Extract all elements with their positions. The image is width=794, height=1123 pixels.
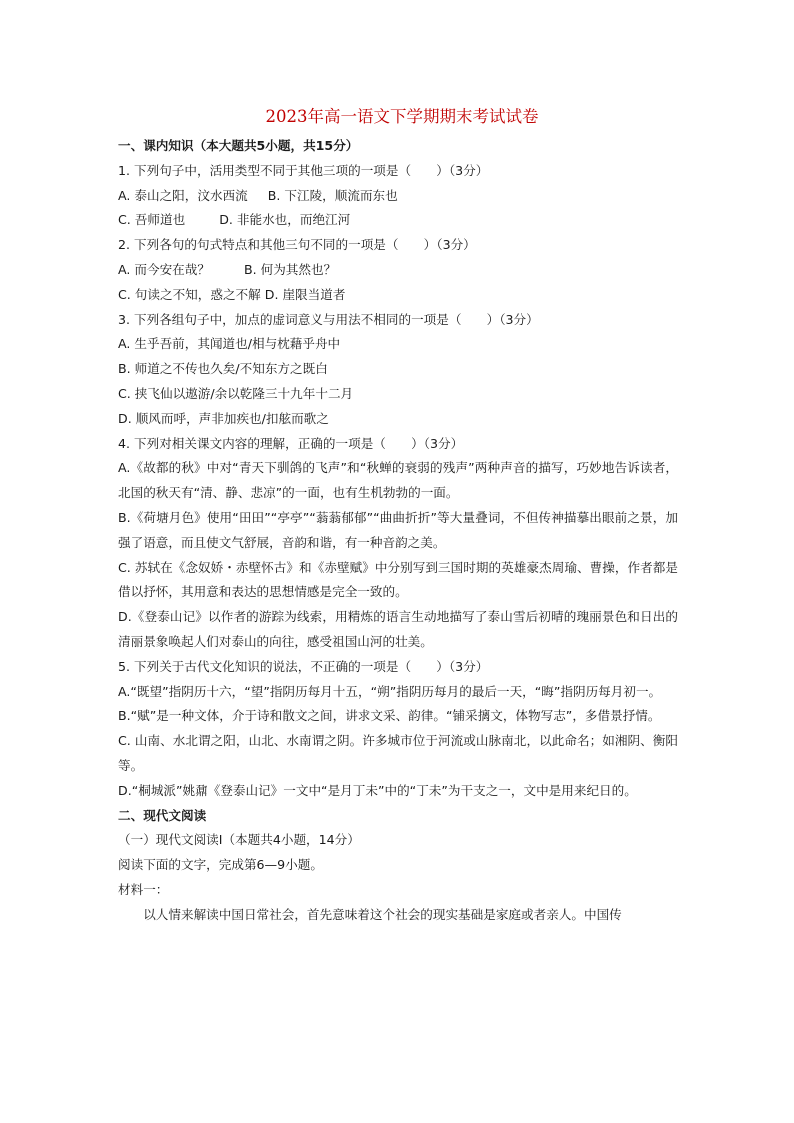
question-1-option-a: A. 泰山之阳，汶水西流	[118, 187, 248, 203]
question-4-option-c: C. 苏轼在《念奴娇・赤壁怀古》和《赤壁赋》中分别写到三国时期的英雄豪杰周瑜、曹操，作者都是借以抒怀，其用意和表达的思想情感是完全一致的。	[118, 559, 678, 600]
exam-title: 2023年高一语文下学期期末考试试卷	[265, 107, 539, 126]
question-1-option-b: B. 下江陵，顺流而东也	[267, 187, 398, 203]
question-2-option-b: B. 何为其然也？	[243, 261, 337, 277]
question-1-stem: 1. 下列句子中，活用类型不同于其他三项的一项是（ ）（3分）	[118, 162, 489, 178]
question-5-option-d: D.“桐城派”姚鼐《登泰山记》一文中“是月丁未”中的“丁未”为干支之一，文中是用来纪日的。	[118, 782, 637, 798]
material-label: 材料一：	[118, 881, 169, 897]
question-1-options-cd	[118, 208, 678, 233]
question-4-option-b: B.《荷塘月色》使用“田田”“亭亭”“蓊蓊郁郁”“曲曲折折”等大量叠词，不但传神描摹出眼前之景，加强了语意，而且使文气舒展，音韵和谐，有一种音韵之美。	[118, 509, 678, 550]
question-2-stem: 2. 下列各句的句式特点和其他三句不同的一项是（ ）（3分）	[118, 237, 476, 253]
section-1-heading: 一、课内知识（本大题共5小题，共15分）	[118, 138, 359, 153]
question-4-stem: 4. 下列对相关课文内容的理解，正确的一项是（ ）（3分）	[118, 435, 464, 451]
question-1-options-ab	[118, 184, 678, 209]
question-5-option-a: A.“既望”指阴历十六，“望”指阴历每月十五，“朔”指阴历每月的最后一天，“晦”指阴历每月初一。	[118, 683, 662, 699]
question-3-option-b: B. 师道之不传也久矣/不知东方之既白	[118, 361, 328, 377]
question-3-option-d: D. 顺风而呼，声非加疾也/扣舷而歌之	[118, 410, 329, 426]
question-2-option-a: A. 而今安在哉？	[118, 261, 210, 277]
question-3-stem: 3. 下列各组句子中，加点的虚词意义与用法不相同的一项是（ ）（3分）	[118, 311, 539, 327]
question-4-option-d: D.《登泰山记》以作者的游踪为线索，用精炼的语言生动地描写了泰山雪后初晴的瑰丽景色和日出的清丽景象唤起人们对泰山的向往，感受祖国山河的壮美。	[118, 609, 678, 649]
question-1-option-d: D. 非能水也，而绝江河	[219, 212, 351, 228]
question-3-option-a: A. 生乎吾前，其闻道也/相与枕藉乎舟中	[118, 336, 341, 352]
question-4-option-a: A.《故都的秋》中对“青天下驯鸽的飞声”和“秋蝉的衰弱的残声”两种声音的描写，巧妙地告诉读者，北国的秋天有“清、静、悲凉”的一面，也有生机勃勃的一面。	[118, 460, 678, 501]
exam-page	[118, 104, 678, 928]
question-2-options-cd: C. 句读之不知，惑之不解 D. 崖限当道者	[118, 286, 346, 302]
question-3-option-c: C. 挟飞仙以遨游/余以乾隆三十九年十二月	[118, 385, 354, 401]
question-2-options-ab	[118, 258, 678, 283]
question-5-option-b: B.“赋”是一种文体，介于诗和散文之间，讲求文采、韵律。“铺采摛文，体物写志”，多借景抒情。	[118, 708, 661, 724]
question-5-option-c: C. 山南、水北谓之阳，山北、水南谓之阴。许多城市位于河流或山脉南北，以此命名；如湘阴、衡阳等。	[118, 733, 678, 773]
question-1-option-c: C. 吾师道也	[118, 212, 186, 228]
section-2-heading: 二、现代文阅读	[118, 807, 207, 823]
section-2-instruction: 阅读下面的文字，完成第6—9小题。	[118, 857, 323, 873]
question-5-stem: 5. 下列关于古代文化知识的说法，不正确的一项是（ ）（3分）	[118, 658, 489, 674]
passage-first-line: 以人情来解读中国日常社会，首先意味着这个社会的现实基础是家庭或者亲人。中国传	[143, 906, 622, 922]
section-2-subheading: （一）现代文阅读Ⅰ（本题共4小题，14分）	[118, 832, 360, 848]
